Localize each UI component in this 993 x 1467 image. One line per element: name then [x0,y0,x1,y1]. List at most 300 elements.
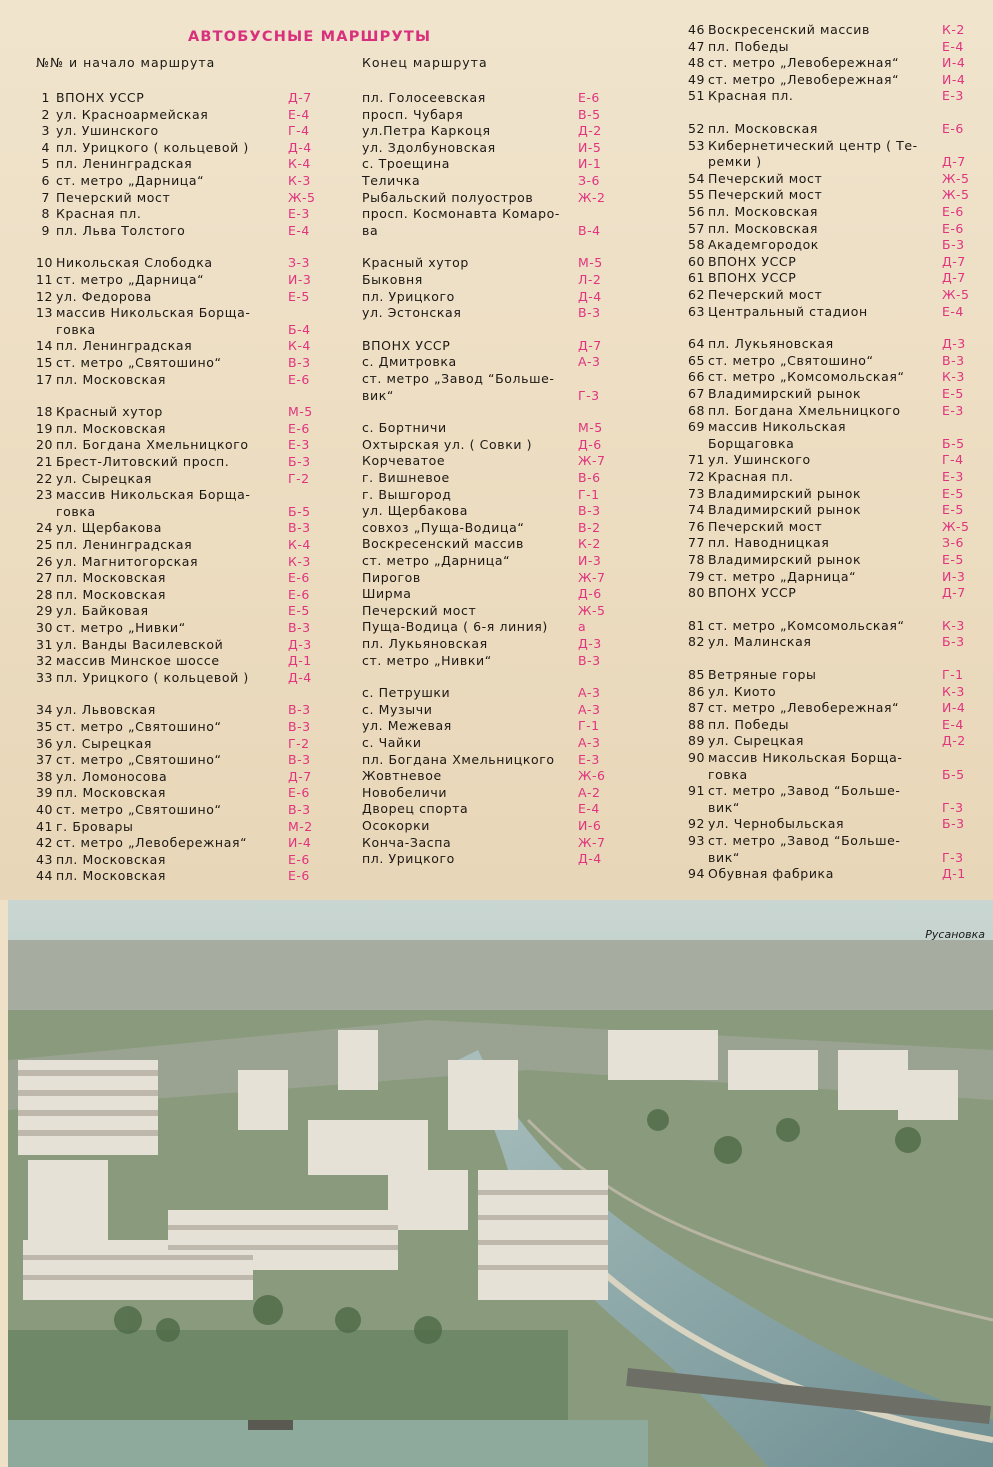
map-grid-code: В-3 [578,503,601,519]
route-stop-name: ремки ) [708,154,762,170]
route-row [362,851,612,868]
route-row [362,553,612,570]
route-row [688,816,988,833]
map-grid-code: В-4 [578,222,601,238]
route-row [688,783,988,800]
route-stop-name: ул. Сырецкая [56,470,152,486]
map-grid-code: Д-7 [942,585,966,601]
aerial-photo-rusanovka [8,900,993,1467]
map-grid-code: Б-4 [288,321,311,337]
route-number: 55 [688,187,706,203]
route-row [688,254,988,271]
map-grid-code: Е-6 [288,868,310,884]
route-row [36,190,356,207]
route-row [362,603,612,620]
route-number: 27 [36,570,54,586]
map-grid-code: И-4 [288,835,312,851]
route-stop-name: пл. Урицкого [362,288,455,304]
route-row [36,471,356,488]
route-number: 26 [36,553,54,569]
route-number: 52 [688,121,706,136]
map-grid-code: Е-5 [942,485,964,501]
route-number: 13 [36,305,54,321]
route-number: 47 [688,38,706,54]
route-stop-name: просп. Чубаря [362,106,464,122]
map-grid-code: В-2 [578,519,601,535]
route-row [36,537,356,554]
route-number: 22 [36,470,54,486]
map-grid-code: Г-1 [578,718,600,734]
route-stop-name: Ширма [362,586,412,602]
route-stop-name: пл. Ленинградская [56,156,193,172]
route-row [362,420,612,437]
route-row [362,685,612,702]
map-grid-code: Г-2 [288,735,310,751]
map-grid-code: В-6 [578,470,601,485]
route-row [36,123,356,140]
map-grid-code: А-3 [578,701,601,717]
route-row [362,90,612,107]
map-grid-code: Ж-7 [578,834,606,850]
route-number: 91 [688,783,706,799]
route-stop-name: ст. метро „Нивки“ [362,652,492,668]
map-grid-code: Д-7 [288,90,312,105]
route-stop-name: ул. Межевая [362,718,452,734]
route-row [36,487,356,504]
route-stop-name: вик“ [708,799,740,815]
route-row [362,156,612,173]
route-stop-name: ст. метро „Нивки“ [56,620,186,635]
map-grid-code: В-3 [578,305,601,321]
route-row [362,818,612,835]
route-row [36,173,356,190]
map-grid-code: В-3 [288,702,311,718]
route-row [688,121,988,138]
map-grid-code: Л-2 [578,272,602,287]
map-grid-code: К-3 [288,553,311,569]
route-number: 60 [688,253,706,269]
map-grid-code: Д-4 [578,851,602,867]
route-stop-name: ул. Ушинского [56,123,159,139]
route-number: 15 [36,355,54,370]
route-stop-name: ст. метро „Завод “Больше- [708,833,901,848]
route-row [362,653,612,670]
route-number: 40 [36,802,54,817]
route-number: 7 [41,189,50,205]
route-stop-name: массив Никольская Борща- [708,750,903,765]
map-grid-code: Д-3 [288,636,312,652]
route-row [36,802,356,819]
route-stop-name: Владимирский рынок [708,552,862,567]
map-grid-code: И-3 [942,568,966,584]
map-grid-code: Ж-5 [942,518,970,534]
route-number: 51 [688,88,706,104]
route-stop-name: пл. Московская [708,220,818,236]
map-grid-code: К-4 [288,156,311,172]
route-stop-name: Новобеличи [362,784,448,800]
route-stop-name: Владимирский рынок [708,485,862,501]
route-row [688,39,988,56]
route-number: 54 [688,170,706,186]
route-stop-name: Пирогов [362,569,421,585]
map-grid-code: Д-3 [578,636,602,651]
route-stop-name: ул. Ванды Василевской [56,636,224,652]
map-grid-code: Д-6 [578,586,602,602]
route-number: 39 [36,785,54,801]
route-row [362,190,612,207]
route-row [362,470,612,487]
map-grid-code: Д-1 [288,653,312,669]
route-stop-name: ст. метро „Святошино“ [56,752,222,768]
map-grid-code: Ж-5 [288,189,316,205]
route-stop-name: ул. Малинская [708,634,812,650]
route-row [688,88,988,105]
route-stop-name: ст. метро „Святошино“ [56,719,222,734]
map-grid-code: Е-6 [942,204,964,219]
route-number: 62 [688,287,706,302]
route-stop-name: ва [362,222,379,238]
route-row [362,371,612,388]
map-grid-code: Д-4 [288,139,312,155]
route-stop-name: пл. Урицкого [362,851,455,867]
route-number: 31 [36,636,54,652]
route-row [36,272,356,289]
route-number: 86 [688,683,706,699]
route-stop-name: пл. Богдана Хмельницкого [56,437,249,453]
map-grid-code: Б-5 [288,503,311,519]
route-number: 34 [36,702,54,718]
map-grid-code: Е-3 [288,437,310,453]
route-number: 14 [36,338,54,354]
map-grid-code: К-3 [942,683,965,699]
map-grid-code: И-3 [578,553,602,568]
route-stop-name: Никольская Слободка [56,255,213,271]
route-row [688,287,988,304]
map-grid-code: И-3 [288,272,312,287]
map-grid-code: В-3 [942,352,965,368]
route-stop-name: пл. Богдана Хмельницкого [708,402,901,418]
route-row [688,667,988,684]
route-stop-name: Быковня [362,272,423,287]
route-number: 3 [41,123,50,139]
map-grid-code: Г-1 [578,486,600,502]
route-row [362,173,612,190]
map-grid-code: Е-6 [942,220,964,236]
map-grid-code: Д-4 [288,669,312,685]
route-stop-name: пл. Московская [708,204,818,219]
header-route-start: №№ и начало маршрута [36,55,216,70]
route-stop-name: пл. Лукьяновская [362,636,488,651]
route-row [362,570,612,587]
route-stop-name: Красная пл. [56,206,142,222]
route-stop-name: Красная пл. [708,88,794,104]
route-number: 37 [36,752,54,768]
route-stop-name: вик“ [708,849,740,865]
route-number: 44 [36,868,54,884]
route-number: 6 [41,173,50,188]
route-stop-name: пл. Московская [56,586,166,602]
route-number: 57 [688,220,706,236]
route-row [688,569,988,586]
route-number: 78 [688,552,706,567]
map-grid-code: Е-4 [942,303,964,319]
route-stop-name: ул. Ломоносова [56,768,168,784]
route-number: 1 [41,90,50,105]
route-number: 94 [688,866,706,882]
route-stop-name: пл. Голосеевская [362,90,486,105]
map-grid-code: Ж-2 [578,189,606,205]
route-row [36,404,356,421]
route-row [36,454,356,471]
route-number: 18 [36,404,54,420]
route-number: 72 [688,469,706,484]
route-row [362,702,612,719]
route-row [688,369,988,386]
route-row [362,785,612,802]
route-number: 93 [688,833,706,848]
route-row [688,486,988,503]
route-number: 88 [688,716,706,732]
route-row [36,338,356,355]
map-grid-code: Ж-5 [942,170,970,186]
route-row [36,305,356,322]
route-row [688,866,988,883]
map-grid-code: Е-3 [288,206,310,222]
route-number: 17 [36,371,54,387]
route-number: 74 [688,502,706,518]
route-row [688,22,988,39]
map-grid-code: Г-3 [942,799,964,815]
route-row [36,620,356,637]
route-stop-name: с. Троещина [362,156,451,172]
map-grid-code: З-3 [288,255,310,271]
route-number: 66 [688,369,706,385]
route-row [688,138,988,155]
route-number: 65 [688,352,706,368]
route-number: 68 [688,402,706,418]
route-stop-name: ул. Ушинского [708,452,811,468]
route-number: 48 [688,55,706,71]
map-grid-code: Д-7 [942,154,966,170]
route-row [688,55,988,72]
route-stop-name: ул. Магнитогорская [56,553,199,569]
route-row [362,835,612,852]
route-stop-name: Красная пл. [708,469,794,484]
map-grid-code: Е-4 [288,106,310,122]
map-grid-code: Е-5 [942,552,964,567]
route-stop-name: с. Музычи [362,701,433,717]
route-row [688,304,988,321]
route-number: 32 [36,653,54,669]
route-number: 61 [688,270,706,286]
route-stop-name: Владимирский рынок [708,386,862,401]
route-stop-name: ул. Здолбуновская [362,139,496,155]
route-number: 90 [688,750,706,765]
map-grid-code: З-6 [578,173,600,188]
route-row [362,123,612,140]
map-grid-code: И-4 [942,700,966,716]
route-stop-name: Брест-Литовский просп. [56,454,230,469]
route-stop-name: Ветряные горы [708,667,817,682]
route-stop-name: пл. Лукьяновская [708,336,834,352]
route-row [688,171,988,188]
map-grid-code: Е-4 [942,716,964,732]
map-grid-code: Е-6 [288,570,310,586]
route-stop-name: говка [708,766,748,782]
map-grid-code: Д-2 [942,733,966,749]
route-row [688,700,988,717]
map-grid-code: Ж-7 [578,453,606,469]
route-number: 79 [688,568,706,584]
route-number: 82 [688,634,706,650]
route-number: 46 [688,22,706,37]
map-grid-code: В-3 [578,652,601,668]
route-row [688,552,988,569]
route-row [36,587,356,604]
route-row [36,554,356,571]
route-stop-name: Владимирский рынок [708,502,862,518]
route-number: 56 [688,204,706,219]
map-grid-code: Ж-5 [578,602,606,618]
route-stop-name: Академгородок [708,237,819,253]
map-grid-code: Е-5 [942,386,964,401]
route-stop-name: Рыбальский полуостров [362,189,534,205]
route-row [36,785,356,802]
header-route-end: Конец маршрута [362,55,488,70]
route-number: 67 [688,386,706,401]
route-stop-name: ст. метро „Завод “Больше- [708,783,901,799]
route-stop-name: ст. метро „Святошино“ [56,355,222,370]
map-grid-code: Г-4 [288,123,310,139]
route-number: 87 [688,700,706,716]
route-stop-name: ул. Львовская [56,702,156,718]
map-grid-code: М-5 [288,404,313,420]
map-grid-code: Ж-7 [578,569,606,585]
route-stop-name: пл. Московская [708,121,818,136]
photo-caption: Русановка [925,928,985,941]
route-number: 28 [36,586,54,602]
route-stop-name: Пуща-Водица ( 6-я линия) [362,619,548,635]
route-row [36,421,356,438]
map-grid-code: Б-3 [942,237,965,253]
route-stop-name: пл. Московская [56,868,166,884]
route-row [362,388,612,405]
route-stop-name: ВПОНХ УССР [56,90,145,105]
map-grid-code: З-6 [942,535,964,551]
route-stop-name: массив Никольская [708,419,847,435]
map-grid-code: Е-4 [942,38,964,54]
route-row [688,733,988,750]
route-stop-name: Кибернетический центр ( Те- [708,137,918,153]
map-grid-code: К-2 [942,22,965,37]
map-grid-code: Д-4 [578,288,602,304]
route-number: 49 [688,71,706,87]
route-stop-name: г. Вишневое [362,470,450,485]
route-row [688,237,988,254]
route-stop-name: совхоз „Пуща-Водица“ [362,519,525,535]
map-grid-code: Е-6 [288,586,310,602]
map-grid-code: Б-5 [942,766,965,782]
route-stop-name: Борщаговка [708,435,795,451]
route-row [36,255,356,272]
route-row [362,107,612,124]
route-stop-name: ст. метро „Дарница“ [56,173,205,188]
route-stop-name: ул. Щербакова [362,503,469,519]
route-row [36,223,356,240]
map-grid-code: Е-3 [942,469,964,484]
route-stop-name: с. Дмитровка [362,354,457,370]
route-stop-name: массив Никольская Борща- [56,487,251,503]
map-grid-code: Е-3 [578,751,600,767]
map-grid-code: Д-2 [578,123,602,139]
route-stop-name: ст. метро „Левобережная“ [708,71,900,87]
route-number: 24 [36,520,54,536]
route-number: 12 [36,288,54,304]
map-grid-code: А-3 [578,354,601,370]
route-row [362,140,612,157]
route-row [36,570,356,587]
route-number: 33 [36,669,54,685]
map-grid-code: К-4 [288,338,311,354]
route-stop-name: пл. Урицкого ( кольцевой ) [56,669,249,685]
route-row [688,154,988,171]
route-row [36,752,356,769]
route-stop-name: Конча-Заспа [362,834,452,850]
route-stop-name: ст. метро „Дарница“ [56,272,205,287]
map-grid-code: Ж-5 [942,187,970,203]
route-stop-name: пл. Московская [56,570,166,586]
map-grid-code: Е-5 [288,288,310,304]
map-grid-code: М-2 [288,818,313,834]
map-grid-code: Е-6 [288,371,310,387]
map-grid-code: В-3 [288,620,311,635]
map-grid-code: В-3 [288,520,311,536]
route-row [362,735,612,752]
route-number: 2 [41,106,50,122]
route-row [362,752,612,769]
route-row [36,835,356,852]
route-stop-name: пл. Ленинградская [56,338,193,354]
route-row [688,750,988,767]
map-grid-code: А-3 [578,685,601,701]
route-number: 85 [688,667,706,682]
route-stop-name: Центральный стадион [708,303,868,319]
route-stop-name: с. Петрушки [362,685,451,701]
route-row [36,504,356,521]
route-number: 25 [36,537,54,552]
route-row [688,535,988,552]
map-grid-code: Д-1 [942,866,966,882]
route-row [688,270,988,287]
route-row [362,586,612,603]
route-number: 71 [688,452,706,468]
route-number: 10 [36,255,54,271]
map-grid-code: А-2 [578,784,601,800]
route-row [36,702,356,719]
route-row [362,718,612,735]
route-number: 41 [36,818,54,834]
route-stop-name: ст. метро „Левобережная“ [708,700,900,716]
map-grid-code: В-3 [288,355,311,370]
route-stop-name: ст. метро „Дарница“ [708,568,857,584]
map-grid-code: Г-1 [942,667,964,682]
route-row [362,338,612,355]
map-grid-code: Е-5 [942,502,964,518]
route-row [688,72,988,89]
route-stop-name: пл. Урицкого ( кольцевой ) [56,139,249,155]
route-row [36,637,356,654]
route-stop-name: Воскресенский массив [708,22,870,37]
